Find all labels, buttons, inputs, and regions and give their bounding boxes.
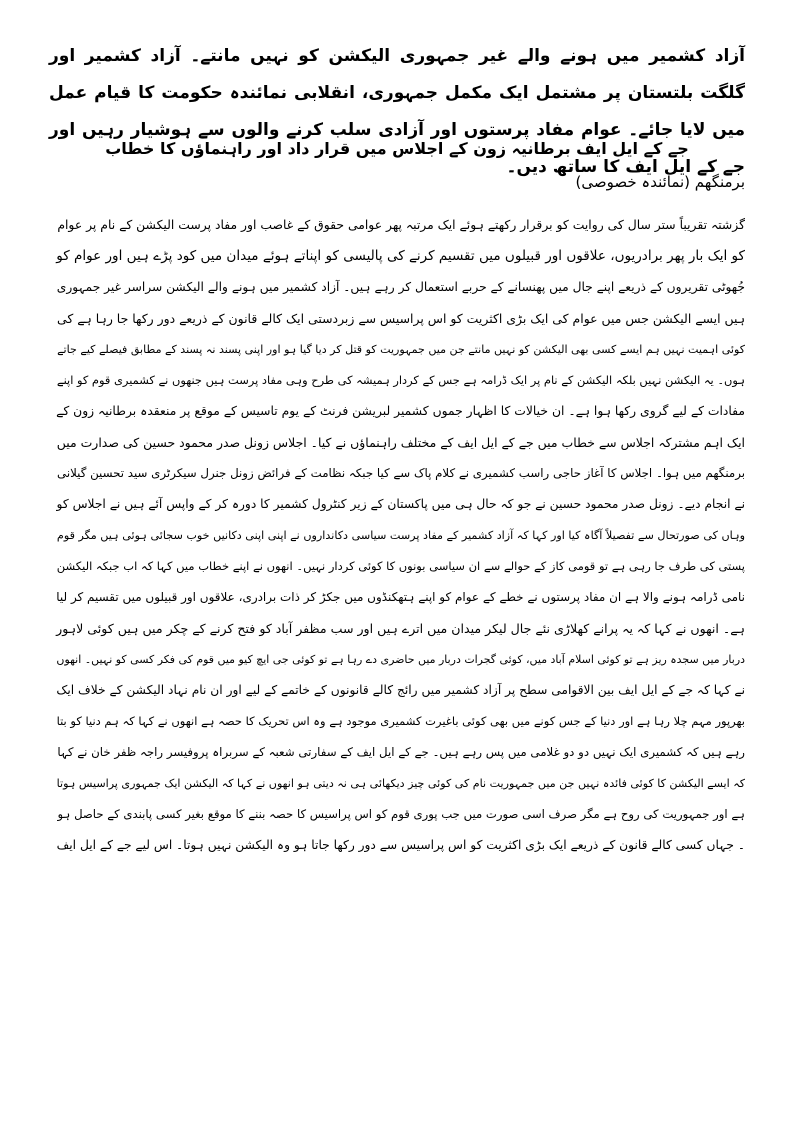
body-line: ہیں ایسے الیکشن جس میں عوام کی ایک بڑی اکثریت کو اس پراسیس سے زبردستی ایک کالے قانون کے ذریعے دور رکھا جا رہا ہے کی [56, 311, 745, 326]
body-line: ہوں۔ یہ الیکشن نہیں بلکہ الیکشن کے نام پر ایک ڈرامہ ہے جس کے کردار ہمیشہ کی طرح وہی مفاد پرست ہیں جنھوں نے کشمیری قوم کو اپنے [56, 373, 745, 387]
body-line: کہ ایسے الیکشن کا کوئی فائدہ نہیں جن میں جمہوریت نام کی کوئی چیز دیکھائی ہی نہ دیتی ہو انھوں نے کہا کہ الیکشن ایک جمہوری پراسیس ہوتا [56, 777, 745, 790]
headline: آزاد کشمیر میں ہونے والے غیر جمہوری الیکشن کو نہیں مانتے۔ آزاد کشمیر اور گلگت بلتستان پر مشتمل ایک مکمل جمہوری، انقلابی نمائندہ حکومت کا قیام عمل میں لایا جائے۔ عوام مفاد پرستوں اور آزادی سلب کرنے والوں سے ہوشیار رہیں اور جے کے ایل ایف کا ساتھ دیں۔ [49, 46, 745, 177]
body-line: پستی کی طرف جا رہی ہے تو قومی کاز کے حوالے سے ان سیاسی بونوں کا کوئی کردار نہیں۔ انھوں نے اپنے خطاب میں کہا کہ اب جبکہ الیکشن [56, 559, 745, 573]
body-line: دربار میں سجدہ ریز ہے تو کوئی اسلام آباد میں، کوئی گجرات دربار میں حاضری دے رہا ہے تو کوئی جی ایچ کیو میں قوم کی فکر کسی کو نہیں۔ انھوں [56, 653, 745, 666]
byline: برمنگھم (نمائندہ خصوصی) [575, 173, 745, 191]
body-line: کوئی اہمیت نہیں ہم ایسے کسی بھی الیکشن کو نہیں مانتے جن میں جمہوریت کو قتل کر دیا گیا ہو اور اپنی پسند نہ پسند کے مطابق فیصلے کیے جاتے [57, 343, 745, 356]
body-line: مفادات کے لیے گروی رکھا ہوا ہے۔ ان خیالات کا اظہار جموں کشمیر لبریشن فرنٹ کے یوم تاسیس کے موقع پر منعقدہ برطانیہ زون کے [56, 404, 745, 418]
body-line: ۔ جہاں کسی کالے قانون کے ذریعے ایک بڑی اکثریت کو اس پراسیس سے دور رکھا جاتا ہو وہ الیکشن نہیں ہوتا۔ اس لیے جے کے ایل ایف [56, 838, 745, 852]
body-line: کو ایک بار پھر برادریوں، علاقوں اور قبیلوں میں تقسیم کرنے کی پالیسی کو اپناتے ہوئے میدان میں کود پڑے ہیں اور عوام کو [56, 248, 745, 264]
body-line: جُھوٹی تقریروں کے ذریعے اپنے جال میں پھنسانے کے حربے استعمال کر رہے ہیں۔ آزاد کشمیر میں ہونے والے الیکشن سراسر غیر جمہوری [56, 280, 745, 294]
body-line: ہے۔ انھوں نے کہا کہ یہ پرانے کھلاڑی نئے جال لیکر میدان میں اترے ہیں اور سب مظفر آباد کو فتح کرنے کے چکر میں ہیں کوئی لاہور [56, 621, 745, 636]
body-line: برمنگھم میں ہوا۔ اجلاس کا آغاز حاجی راسب کشمیری نے کلام پاک سے کیا جبکہ نظامت کے فرائض زونل جنرل سیکرٹری سید تحسین گیلانی [56, 466, 745, 480]
body-line: نامی ڈرامہ ہونے والا ہے ان مفاد پرستوں نے خطے کے عوام کو اپنے ہتھکنڈوں میں جکڑ کر ذات برادری، علاقوں اور قبیلوں میں تقسیم کر لیا [56, 590, 745, 604]
article-body [49, 210, 745, 861]
body-line: نے کہا کہ جے کے ایل ایف بین الاقوامی سطح پر آزاد کشمیر میں رائج کالے قانونوں کے خاتمے کے لیے اور ان نام نہاد الیکشن کے خلاف ایک [56, 683, 745, 697]
body-line: ہے اور جمہوریت کی روح ہے مگر صرف اسی صورت میں جب پوری قوم کو اس پراسیس کا حصہ بننے کا موقع بغیر کسی پابندی کے حاصل ہو [57, 807, 745, 821]
body-line: رہے ہیں کہ کشمیری ایک نہیں دو دو غلامی میں پس رہے ہیں۔ جے کے ایل ایف کے سفارتی شعبہ کے سربراہ پروفیسر راجہ ظفر خان نے کہا [57, 745, 745, 759]
body-line: ایک اہم مشترکہ اجلاس سے خطاب میں جے کے ایل ایف کے مختلف راہنماؤں نے کیا۔ اجلاس زونل صدر محمود حسین کی صدارت میں [56, 435, 745, 450]
body-line: گزشتہ تقریباً ستر سال کی روایت کو برقرار رکھتے ہوئے ایک مرتبہ پھر عوامی حقوق کے غاصب اور مفاد پرست الیکشن کے نام پر عوام [57, 218, 745, 232]
body-line: نے انجام دیے۔ زونل صدر محمود حسین نے جو کہ حال ہی میں پاکستان کے زیر کنٹرول کشمیر کا دورہ کر کے واپس آئے ہیں نے اجلاس کو [56, 497, 745, 511]
subheading: جے کے ایل ایف برطانیہ زون کے اجلاس میں قرار داد اور راہنماؤں کا خطاب [105, 139, 689, 158]
body-line: وہاں کی صورتحال سے تفصیلاً آگاہ کیا اور کہا کہ آزاد کشمیر کے مفاد پرست سیاسی دکانداروں نے اپنی اپنی دکانیں خوب سجائی ہوئی ہیں مگر قوم [56, 529, 745, 542]
body-line: بھرپور مہم چلا رہا ہے اور دنیا کے جس کونے میں بھی کوئی باغیرت کشمیری موجود ہے وہ اس تحریک کا حصہ ہے انھوں نے کہا کہ ہم دنیا کو بتا [56, 714, 745, 728]
